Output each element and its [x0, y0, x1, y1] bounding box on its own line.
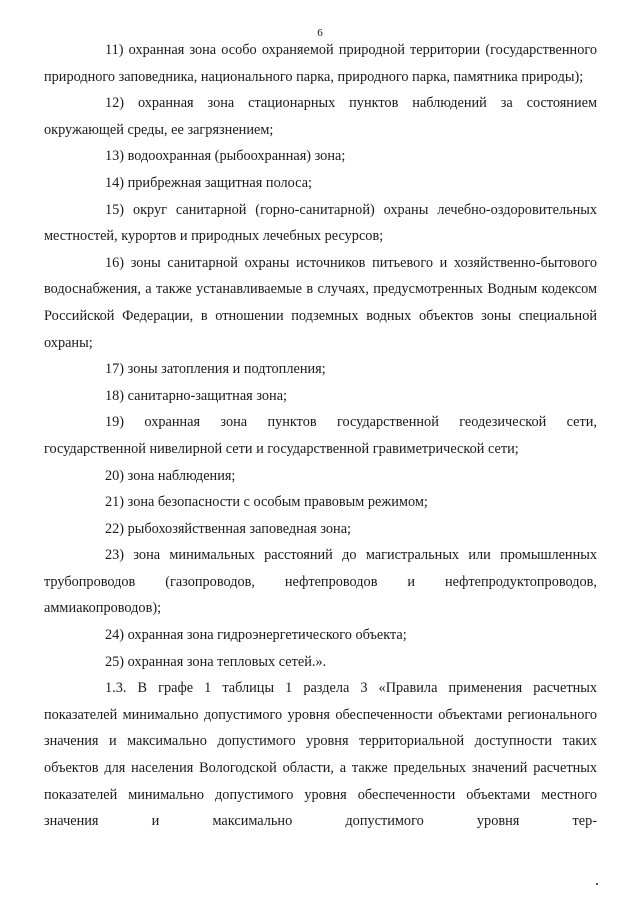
- list-item-15: 15) округ санитарной (горно-санитарной) охраны лечебно-оздоровительных местностей, курортов и природных лечебных ресурсов;: [44, 201, 597, 245]
- list-item-12: 12) охранная зона стационарных пунктов наблюдений за состоянием окружающей среды, ее загрязнением;: [44, 95, 597, 138]
- list-item-22: 22) рыбохозяйственная заповедная зона;: [105, 520, 352, 537]
- list-item-18: 18) санитарно-защитная зона;: [105, 387, 288, 404]
- list-item-20: 20) зона наблюдения;: [105, 467, 236, 484]
- list-item-24: 24) охранная зона гидроэнергетического объекта;: [105, 627, 407, 644]
- list-item-21: 21) зона безопасности с особым правовым режимом;: [105, 494, 428, 511]
- list-item-16: 16) зоны санитарной охраны источников питьевого и хозяйственно-бытового водоснабжения, а также устанавливаемые в случаях, предусмотренных Водным кодексом Российской Федерации, в отношении подземных водных объектов зоны специальной охраны;: [44, 254, 597, 351]
- scan-mark: [596, 883, 598, 885]
- page-number: 6: [317, 27, 323, 39]
- document-body: [44, 37, 597, 835]
- list-item-19: 19) охранная зона пунктов государственной геодезической сети, государственной нивелирной сети и государственной гравиметрической сети;: [44, 414, 597, 457]
- section-1-3-paragraph: 1.3. В графе 1 таблицы 1 раздела 3 «Правила применения расчетных показателей минимально допустимого уровня обеспеченности объектами регионального значения и максимально допустимого уровня территориальной доступности таких объектов для населения Вологодской области, а также предельных значений расчетных показателей минимально допустимого уровня обеспеченности объектами местного значения и максимально допустимого уровня тер-: [44, 680, 597, 830]
- list-item-23: 23) зона минимальных расстояний до магистральных или промышленных трубопроводов (газопроводов, нефтепроводов и нефтепродуктопроводов, аммиакопроводов);: [44, 547, 597, 617]
- list-item-14: 14) прибрежная защитная полоса;: [105, 174, 313, 191]
- list-item-25: 25) охранная зона тепловых сетей.».: [105, 653, 327, 670]
- list-item-17: 17) зоны затопления и подтопления;: [105, 361, 326, 378]
- list-item-11: 11) охранная зона особо охраняемой природной территории (государственного природного заповедника, национального парка, природного парка, памятника природы);: [44, 42, 597, 85]
- list-item-13: 13) водоохранная (рыбоохранная) зона;: [105, 148, 346, 165]
